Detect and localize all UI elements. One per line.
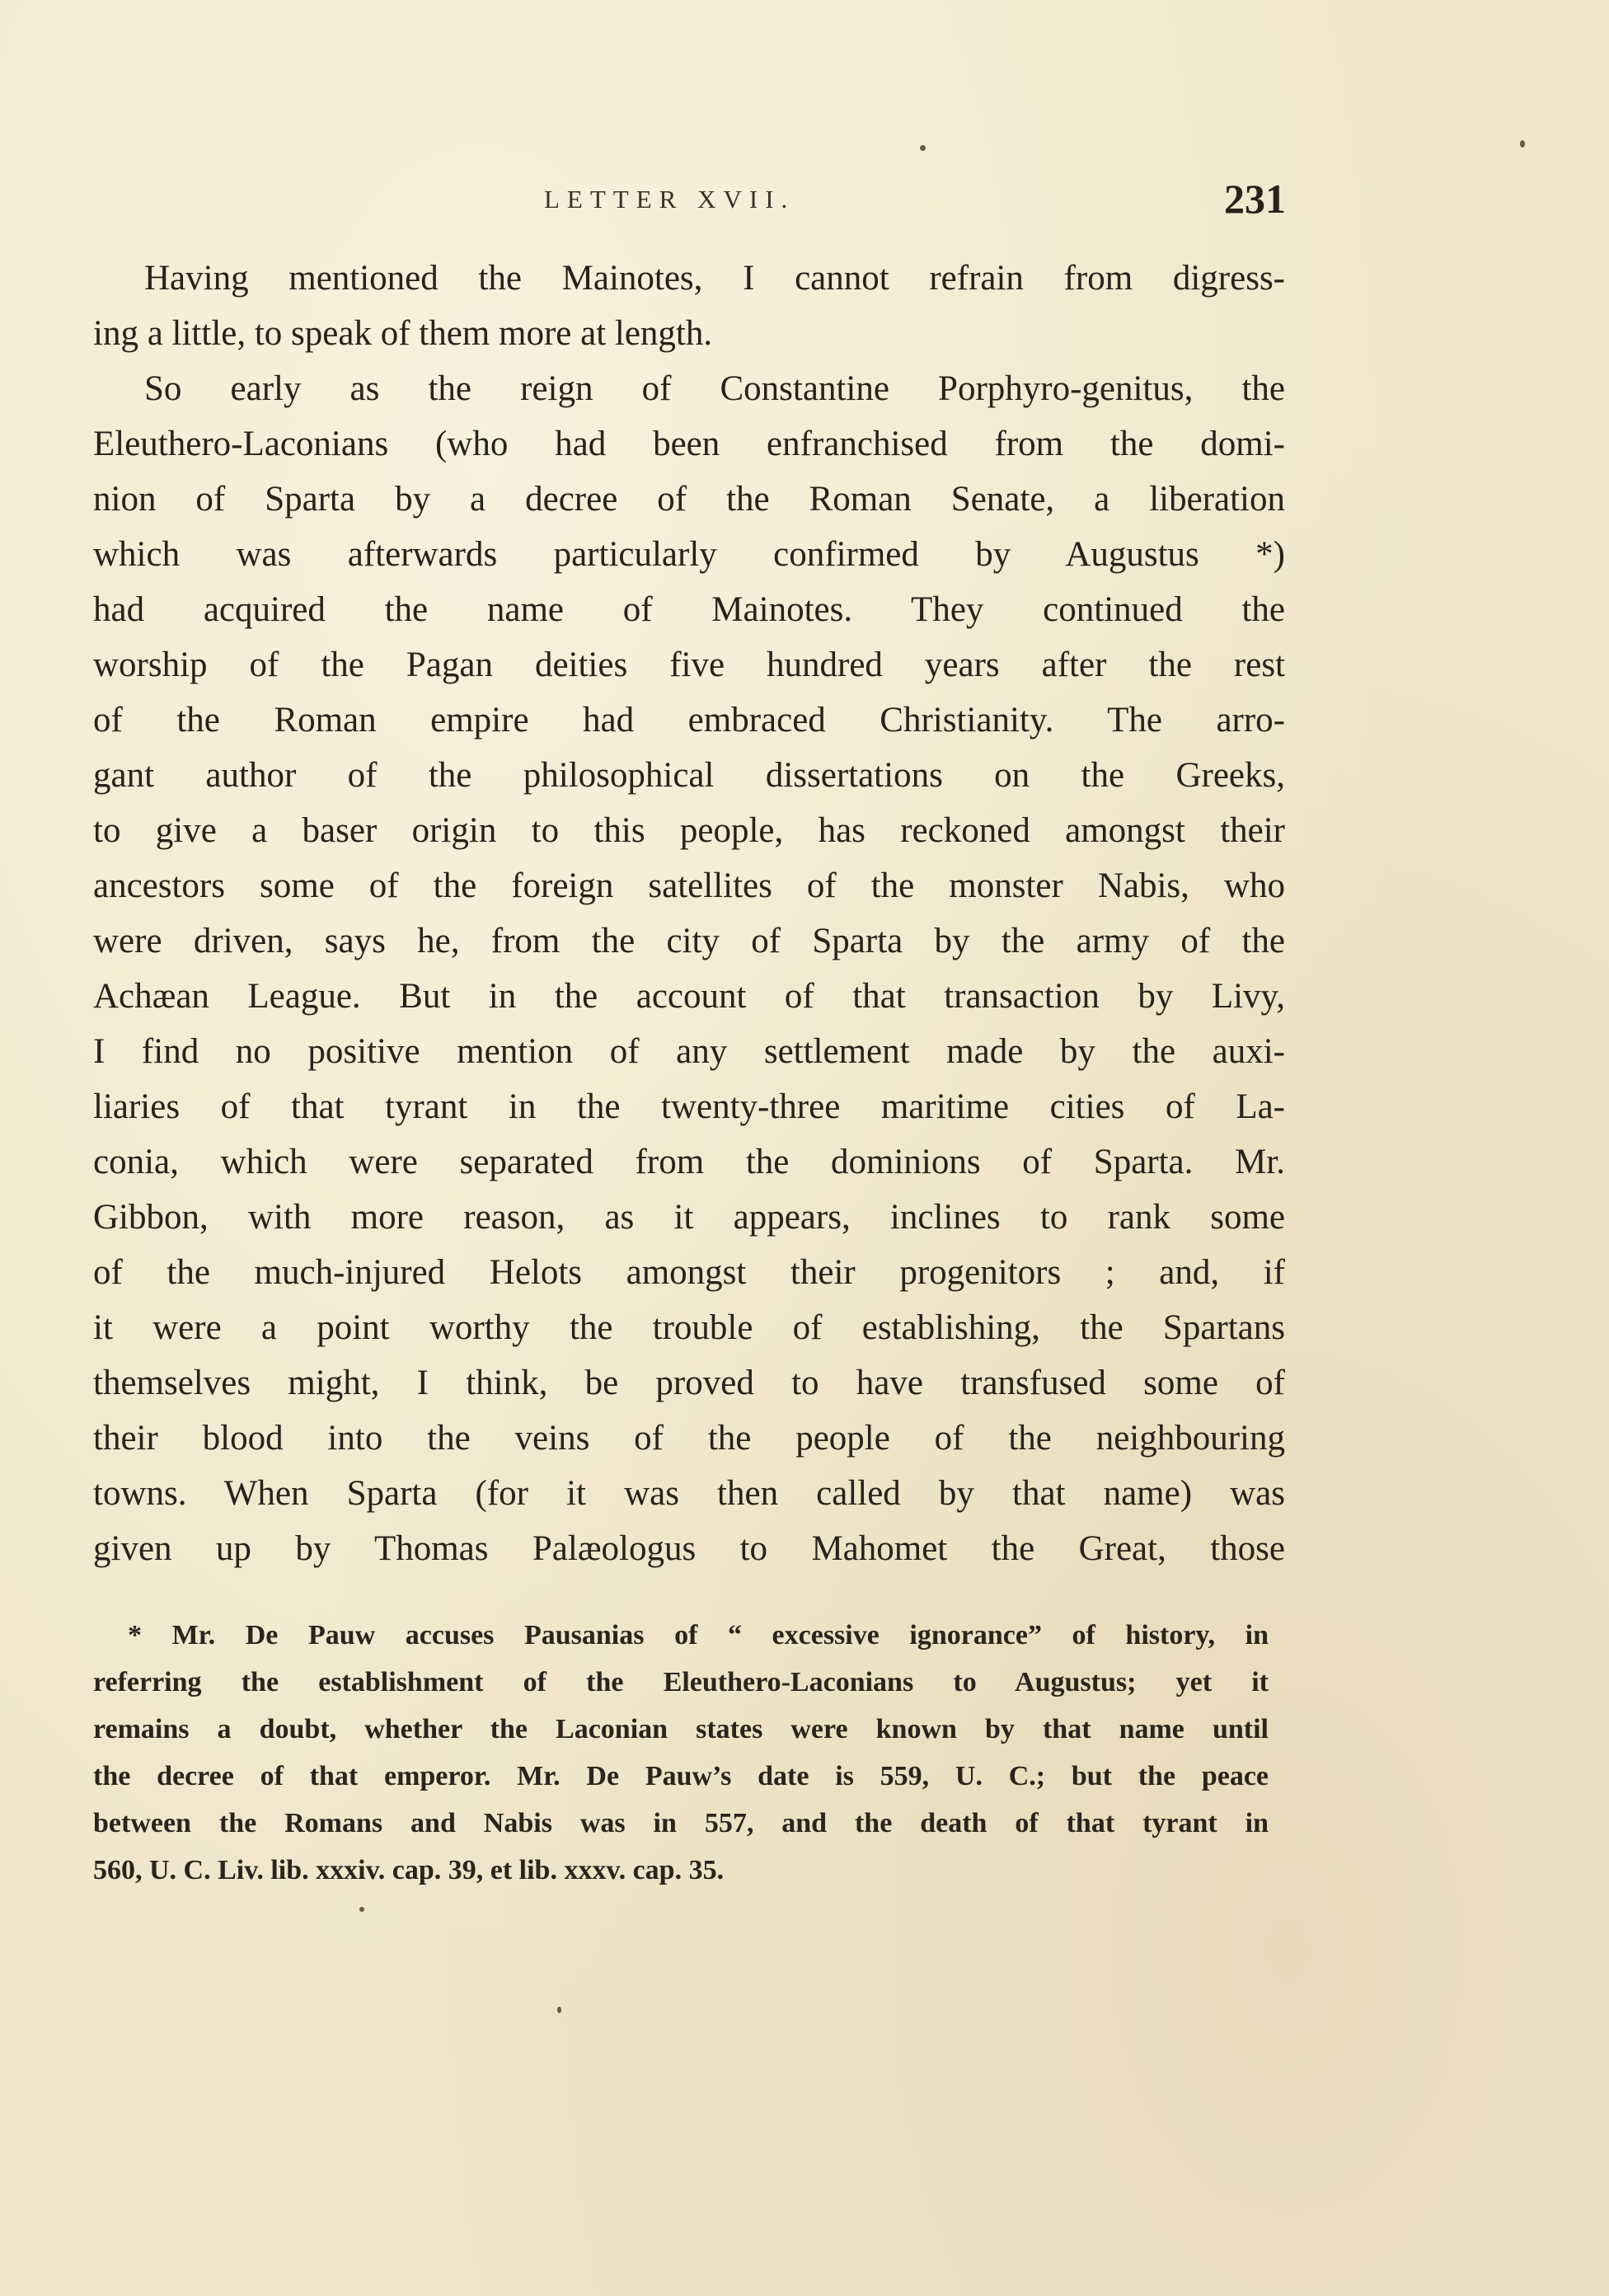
running-head: LETTER XVII. xyxy=(544,185,795,214)
body-line: gant author of the philosophical dissertations on the Greeks, xyxy=(93,756,1285,795)
body-line: it were a point worthy the trouble of establishing, the Spartans xyxy=(93,1308,1285,1347)
footnote-line: 560, U. C. Liv. lib. xxxiv. cap. 39, et lib. xxxv. cap. 35. xyxy=(93,1855,725,1885)
body-line: Achæan League. But in the account of that transaction by Livy, xyxy=(93,977,1285,1016)
body-line: their blood into the veins of the people of the neighbouring xyxy=(93,1419,1285,1458)
body-line: liaries of that tyrant in the twenty-three maritime cities of La- xyxy=(93,1087,1285,1126)
body-line: of the much-injured Helots amongst their progenitors ; and, if xyxy=(93,1253,1285,1292)
body-line: Gibbon, with more reason, as it appears, inclines to rank some xyxy=(93,1198,1285,1237)
body-text xyxy=(93,251,1285,1576)
ink-speck xyxy=(359,1907,364,1912)
body-line: Having mentioned the Mainotes, I cannot refrain from digress- xyxy=(144,259,1285,298)
ink-speck xyxy=(1520,140,1525,148)
body-line: had acquired the name of Mainotes. They continued the xyxy=(93,590,1285,629)
body-line: themselves might, I think, be proved to have transfused some of xyxy=(93,1364,1285,1402)
page-header xyxy=(544,175,1286,224)
body-line: nion of Sparta by a decree of the Roman Senate, a liberation xyxy=(93,480,1285,519)
body-line: towns. When Sparta (for it was then called by that name) was xyxy=(93,1474,1285,1513)
body-line: ancestors some of the foreign satellites of the monster Nabis, who xyxy=(93,866,1285,905)
footnote-line: remains a doubt, whether the Laconian states were known by that name until xyxy=(93,1714,1269,1744)
body-line: Eleuthero-Laconians (who had been enfranchised from the domi- xyxy=(93,425,1285,463)
body-line: to give a baser origin to this people, has reckoned amongst their xyxy=(93,811,1285,850)
ink-speck xyxy=(920,145,926,151)
body-line: of the Roman empire had embraced Christianity. The arro- xyxy=(93,701,1285,740)
footnote-block xyxy=(93,1612,1269,1894)
footnote-line: between the Romans and Nabis was in 557, and the death of that tyrant in xyxy=(93,1808,1269,1838)
ink-speck xyxy=(557,2007,561,2013)
body-line: worship of the Pagan deities five hundred years after the rest xyxy=(93,646,1285,684)
body-line: I find no positive mention of any settlement made by the auxi- xyxy=(93,1032,1285,1071)
footnote-line: * Mr. De Pauw accuses Pausanias of “ excessive ignorance” of history, in xyxy=(128,1620,1269,1650)
body-line: which was afterwards particularly confirmed by Augustus *) xyxy=(93,535,1285,574)
footnote-line: referring the establishment of the Eleuthero-Laconians to Augustus; yet it xyxy=(93,1667,1269,1697)
page-number: 231 xyxy=(1224,176,1286,222)
footnote-line: the decree of that emperor. Mr. De Pauw’s date is 559, U. C.; but the peace xyxy=(93,1761,1269,1791)
body-line: conia, which were separated from the dominions of Sparta. Mr. xyxy=(93,1143,1285,1181)
body-line: So early as the reign of Constantine Porphyro-genitus, the xyxy=(144,369,1285,408)
body-line: ing a little, to speak of them more at length. xyxy=(93,314,713,353)
body-line: given up by Thomas Palæologus to Mahomet the Great, those xyxy=(93,1529,1285,1568)
body-line: were driven, says he, from the city of Sparta by the army of the xyxy=(93,922,1285,960)
